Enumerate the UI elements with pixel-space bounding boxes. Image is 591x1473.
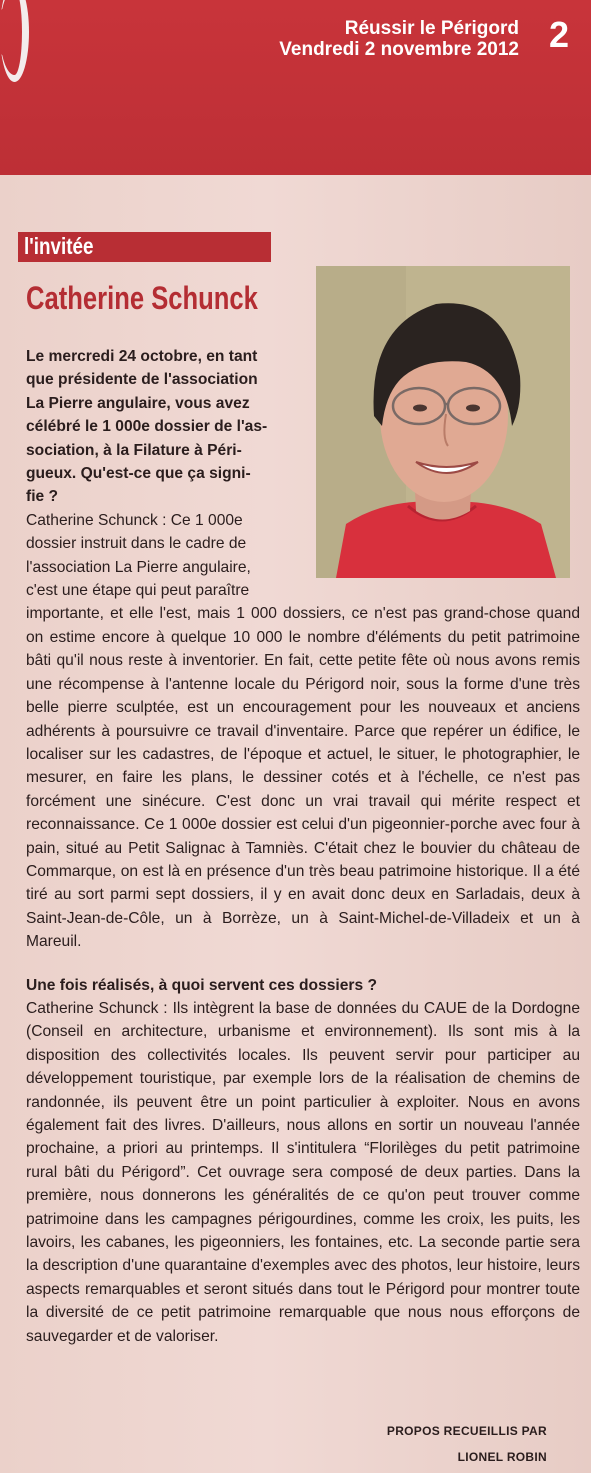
question-1-line: sociation, à la Filature à Péri- bbox=[26, 441, 242, 459]
answer-1-start bbox=[26, 509, 311, 603]
header-fold-mark bbox=[0, 0, 29, 82]
question-1-line: Le mercredi 24 octobre, en tant bbox=[26, 348, 258, 365]
section-rubric bbox=[18, 232, 271, 262]
question-2: Une fois réalisés, à quoi servent ces dossiers ? bbox=[26, 976, 378, 994]
question-1-line: La Pierre angulaire, vous avez bbox=[26, 394, 250, 412]
byline-line-1: PROPOS RECUEILLIS PAR bbox=[386, 1424, 547, 1438]
answer-1-line: c'est une étape qui peut paraître bbox=[26, 582, 250, 600]
publication-title: Réussir le Périgord bbox=[344, 18, 519, 39]
page-header bbox=[0, 0, 591, 175]
question-1-line: que présidente de l'association bbox=[26, 371, 258, 389]
publication-info bbox=[279, 18, 519, 60]
publication-date: Vendredi 2 novembre 2012 bbox=[279, 39, 519, 60]
byline-author: LIONEL ROBIN bbox=[457, 1450, 547, 1464]
answer-1-line: Catherine Schunck : Ce 1 000e bbox=[26, 511, 243, 529]
question-1 bbox=[26, 345, 311, 509]
article-body bbox=[26, 345, 580, 1348]
question-1-line: célébré le 1 000e dossier de l'as- bbox=[26, 418, 268, 436]
rubric-label: l'invitée bbox=[24, 233, 94, 259]
answer-1-line: l'association La Pierre angulaire, bbox=[26, 558, 251, 576]
page-number: 2 bbox=[548, 14, 569, 55]
paragraph-gap bbox=[26, 954, 580, 974]
question-1-line: gueux. Qu'est-ce que ça signi- bbox=[26, 465, 251, 483]
answer-1-line: dossier instruit dans le cadre de bbox=[26, 535, 247, 553]
answer-1-continued: importante, et elle l'est, mais 1 000 dossiers, ce n'est pas grand-chose quand on estime encore à quelque 10 000 le nombre d'éléments du petit patrimoine bâti qu'il nous reste à inventorier. En fait, cette petite fête où nous avons remis une récompense à l'antenne locale du Périgord noir, sous la forme d'une très belle pierre sculptée, est un encouragement pour les nouveaux et anciens adhérents à poursuivre ce travail d'inventaire. Parce que repérer un édifice, le localiser sur les cadastres, de l'époque et actuel, le situer, le photographier, le mesurer, en faire les plans, le dessiner cotés et à l'échelle, ce n'est pas forcément une sinécure. C'est donc un vrai travail qui mérite respect et reconnaissance. Ce 1 000e dossier est celui d'un pigeonnier-porche avec four à pain, situé au Petit Salignac à Tamniès. C'était chez le bouvier du château de Commarque, on est là en présence d'un très beau patrimoine historique. Il a été tiré au sort parmi sept dossiers, il y en avait donc deux en Sarladais, deux à Saint-Jean-de-Côle, un à Borrèze, un à Saint-Michel-de-Villadeix et un à Mareuil. bbox=[26, 605, 580, 951]
question-1-line: fie ? bbox=[26, 488, 59, 506]
answer-2: Catherine Schunck : Ils intègrent la base de données du CAUE de la Dordogne (Conseil en architecture, urbanisme et environnement). Ils sont mis à la disposition des collectivités locales. Ils peuvent servir pour participer au développement touristique, par exemple lors de la réalisation de chemins de randonnée, ils peuvent être un point particulier à exploiter. Nous en avons également fait des livres. D'ailleurs, nous allons en sortir un nouveau l'année prochaine, a priori au printemps. Il s'intitulera “Florilèges du petit patrimoine rural bâti du Périgord”. Cet ouvrage sera composé de deux parties. Dans la première, nous donnerons les généralités de ce qu'on peut trouver comme patrimoine dans les campagnes périgourdines, comme les croix, les puits, les lavoirs, les cabanes, les pigeonniers, les fontaines, etc. La seconde partie sera la description d'une quarantaine d'exemples avec des photos, leur histoire, leurs aspects remarquables et seront situés dans tout le Périgord pour montrer toute la diversité de ce petit patrimoine remarquable que nous nous efforçons de sauvegarder et de valoriser. bbox=[26, 999, 580, 1345]
byline bbox=[387, 1418, 547, 1470]
interviewee-name: Catherine Schunck bbox=[26, 280, 258, 316]
